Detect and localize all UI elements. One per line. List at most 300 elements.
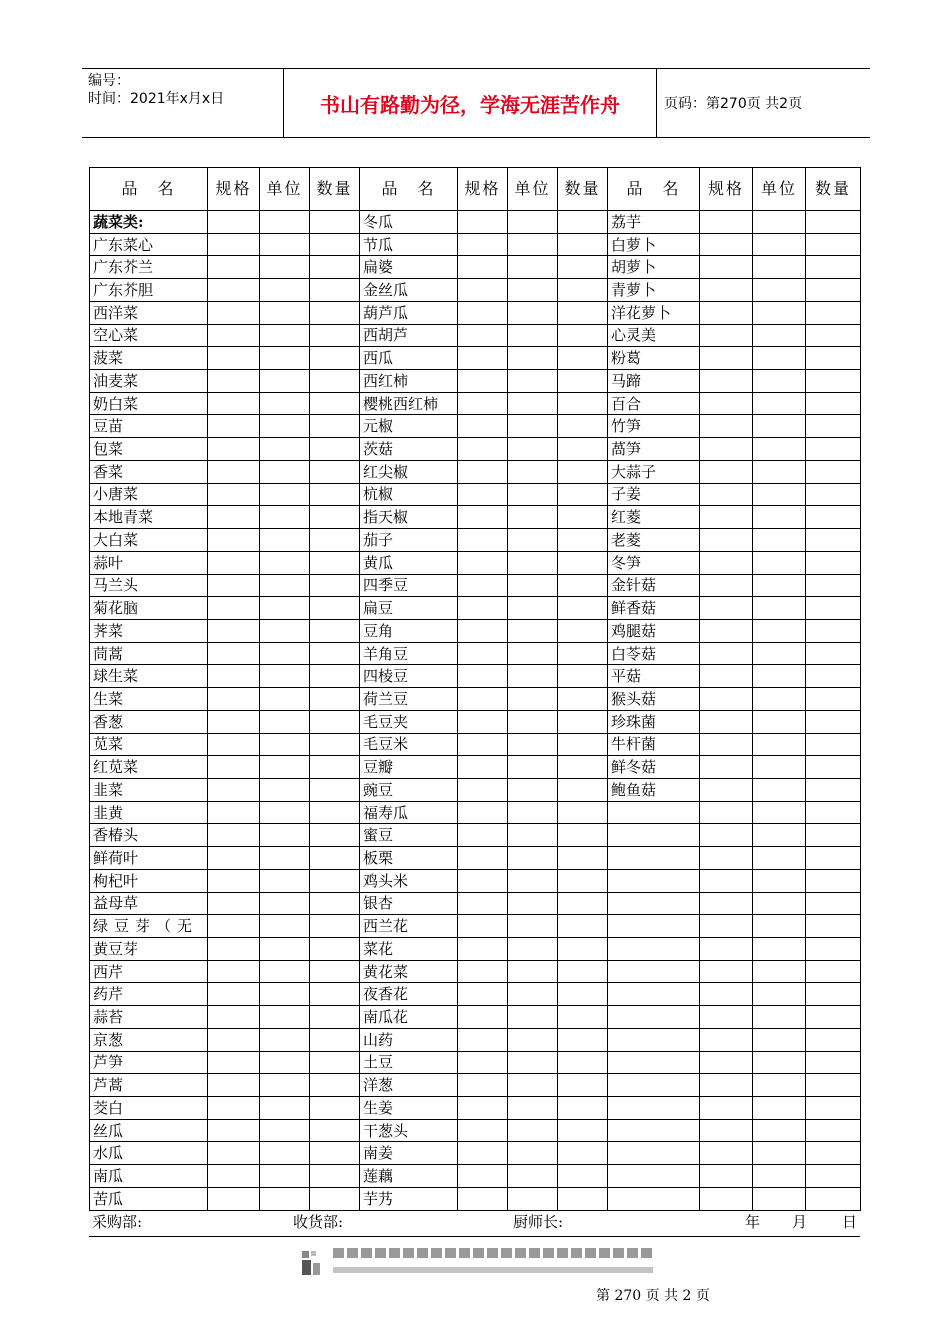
qty-cell[interactable] [310,211,360,234]
qty-cell[interactable] [558,506,608,529]
unit-cell[interactable] [753,733,806,756]
qty-cell[interactable] [310,642,360,665]
spec-cell[interactable] [458,597,508,620]
spec-cell[interactable] [458,551,508,574]
unit-cell[interactable] [260,801,310,824]
qty-cell[interactable] [806,1187,861,1210]
unit-cell[interactable] [753,1187,806,1210]
spec-cell[interactable] [208,438,260,461]
spec-cell[interactable] [700,1028,753,1051]
unit-cell[interactable] [508,1142,558,1165]
qty-cell[interactable] [558,847,608,870]
spec-cell[interactable] [700,460,753,483]
unit-cell[interactable] [508,1074,558,1097]
unit-cell[interactable] [508,233,558,256]
qty-cell[interactable] [806,1006,861,1029]
spec-cell[interactable] [208,597,260,620]
spec-cell[interactable] [700,1119,753,1142]
unit-cell[interactable] [508,460,558,483]
qty-cell[interactable] [558,1119,608,1142]
unit-cell[interactable] [753,1119,806,1142]
unit-cell[interactable] [260,256,310,279]
spec-cell[interactable] [458,938,508,961]
qty-cell[interactable] [310,892,360,915]
spec-cell[interactable] [208,619,260,642]
unit-cell[interactable] [260,983,310,1006]
qty-cell[interactable] [806,892,861,915]
unit-cell[interactable] [260,665,310,688]
spec-cell[interactable] [208,1142,260,1165]
unit-cell[interactable] [260,1006,310,1029]
unit-cell[interactable] [260,483,310,506]
unit-cell[interactable] [753,324,806,347]
spec-cell[interactable] [700,665,753,688]
spec-cell[interactable] [458,801,508,824]
spec-cell[interactable] [208,1074,260,1097]
unit-cell[interactable] [753,370,806,393]
qty-cell[interactable] [806,665,861,688]
spec-cell[interactable] [208,801,260,824]
qty-cell[interactable] [806,370,861,393]
spec-cell[interactable] [458,642,508,665]
qty-cell[interactable] [806,279,861,302]
unit-cell[interactable] [260,915,310,938]
unit-cell[interactable] [508,1006,558,1029]
qty-cell[interactable] [806,801,861,824]
unit-cell[interactable] [260,551,310,574]
qty-cell[interactable] [806,392,861,415]
spec-cell[interactable] [700,1097,753,1120]
spec-cell[interactable] [700,1006,753,1029]
spec-cell[interactable] [458,574,508,597]
spec-cell[interactable] [458,370,508,393]
qty-cell[interactable] [558,324,608,347]
qty-cell[interactable] [310,1119,360,1142]
spec-cell[interactable] [458,415,508,438]
qty-cell[interactable] [558,778,608,801]
unit-cell[interactable] [260,710,310,733]
spec-cell[interactable] [458,847,508,870]
qty-cell[interactable] [806,983,861,1006]
unit-cell[interactable] [508,824,558,847]
unit-cell[interactable] [508,1097,558,1120]
unit-cell[interactable] [753,1097,806,1120]
spec-cell[interactable] [208,1165,260,1188]
qty-cell[interactable] [558,756,608,779]
unit-cell[interactable] [260,960,310,983]
spec-cell[interactable] [458,529,508,552]
unit-cell[interactable] [508,506,558,529]
unit-cell[interactable] [508,370,558,393]
unit-cell[interactable] [508,211,558,234]
unit-cell[interactable] [753,1165,806,1188]
unit-cell[interactable] [753,415,806,438]
qty-cell[interactable] [310,347,360,370]
unit-cell[interactable] [508,892,558,915]
unit-cell[interactable] [753,1006,806,1029]
unit-cell[interactable] [753,938,806,961]
unit-cell[interactable] [508,392,558,415]
qty-cell[interactable] [310,1074,360,1097]
spec-cell[interactable] [700,233,753,256]
spec-cell[interactable] [208,529,260,552]
spec-cell[interactable] [700,597,753,620]
unit-cell[interactable] [260,460,310,483]
qty-cell[interactable] [558,1165,608,1188]
spec-cell[interactable] [458,483,508,506]
qty-cell[interactable] [310,233,360,256]
spec-cell[interactable] [458,733,508,756]
qty-cell[interactable] [310,415,360,438]
qty-cell[interactable] [558,960,608,983]
spec-cell[interactable] [700,256,753,279]
qty-cell[interactable] [558,1006,608,1029]
spec-cell[interactable] [700,801,753,824]
qty-cell[interactable] [558,597,608,620]
spec-cell[interactable] [208,915,260,938]
unit-cell[interactable] [260,574,310,597]
spec-cell[interactable] [700,370,753,393]
unit-cell[interactable] [753,1028,806,1051]
unit-cell[interactable] [508,960,558,983]
qty-cell[interactable] [558,574,608,597]
spec-cell[interactable] [458,256,508,279]
qty-cell[interactable] [558,529,608,552]
spec-cell[interactable] [208,869,260,892]
unit-cell[interactable] [260,1074,310,1097]
qty-cell[interactable] [310,1006,360,1029]
qty-cell[interactable] [558,301,608,324]
unit-cell[interactable] [508,529,558,552]
qty-cell[interactable] [310,688,360,711]
spec-cell[interactable] [700,619,753,642]
unit-cell[interactable] [753,1051,806,1074]
spec-cell[interactable] [208,756,260,779]
spec-cell[interactable] [700,983,753,1006]
spec-cell[interactable] [208,1006,260,1029]
unit-cell[interactable] [508,1187,558,1210]
qty-cell[interactable] [558,710,608,733]
qty-cell[interactable] [806,1028,861,1051]
qty-cell[interactable] [558,233,608,256]
qty-cell[interactable] [310,324,360,347]
qty-cell[interactable] [310,506,360,529]
qty-cell[interactable] [558,370,608,393]
unit-cell[interactable] [260,233,310,256]
qty-cell[interactable] [558,642,608,665]
unit-cell[interactable] [508,756,558,779]
spec-cell[interactable] [458,1142,508,1165]
unit-cell[interactable] [508,869,558,892]
unit-cell[interactable] [753,551,806,574]
unit-cell[interactable] [508,642,558,665]
unit-cell[interactable] [508,688,558,711]
spec-cell[interactable] [700,756,753,779]
qty-cell[interactable] [806,915,861,938]
spec-cell[interactable] [208,415,260,438]
qty-cell[interactable] [558,619,608,642]
unit-cell[interactable] [260,347,310,370]
spec-cell[interactable] [208,847,260,870]
spec-cell[interactable] [208,211,260,234]
qty-cell[interactable] [310,1187,360,1210]
spec-cell[interactable] [458,506,508,529]
qty-cell[interactable] [806,824,861,847]
spec-cell[interactable] [208,733,260,756]
spec-cell[interactable] [700,1187,753,1210]
spec-cell[interactable] [458,1187,508,1210]
qty-cell[interactable] [310,551,360,574]
unit-cell[interactable] [508,665,558,688]
qty-cell[interactable] [310,1028,360,1051]
unit-cell[interactable] [753,1142,806,1165]
qty-cell[interactable] [806,574,861,597]
unit-cell[interactable] [753,483,806,506]
qty-cell[interactable] [310,370,360,393]
qty-cell[interactable] [806,529,861,552]
qty-cell[interactable] [806,301,861,324]
qty-cell[interactable] [310,869,360,892]
unit-cell[interactable] [753,892,806,915]
qty-cell[interactable] [806,1074,861,1097]
spec-cell[interactable] [458,688,508,711]
qty-cell[interactable] [310,778,360,801]
unit-cell[interactable] [260,938,310,961]
spec-cell[interactable] [208,483,260,506]
unit-cell[interactable] [753,256,806,279]
unit-cell[interactable] [753,347,806,370]
unit-cell[interactable] [753,1074,806,1097]
qty-cell[interactable] [806,551,861,574]
unit-cell[interactable] [508,324,558,347]
qty-cell[interactable] [558,551,608,574]
qty-cell[interactable] [310,824,360,847]
spec-cell[interactable] [208,1051,260,1074]
spec-cell[interactable] [458,1006,508,1029]
spec-cell[interactable] [458,960,508,983]
spec-cell[interactable] [700,301,753,324]
unit-cell[interactable] [260,733,310,756]
spec-cell[interactable] [458,324,508,347]
unit-cell[interactable] [753,688,806,711]
spec-cell[interactable] [458,392,508,415]
spec-cell[interactable] [700,1142,753,1165]
spec-cell[interactable] [700,1074,753,1097]
unit-cell[interactable] [260,1187,310,1210]
spec-cell[interactable] [458,233,508,256]
unit-cell[interactable] [260,301,310,324]
unit-cell[interactable] [508,1119,558,1142]
unit-cell[interactable] [260,869,310,892]
spec-cell[interactable] [700,847,753,870]
spec-cell[interactable] [208,347,260,370]
unit-cell[interactable] [753,642,806,665]
qty-cell[interactable] [558,460,608,483]
qty-cell[interactable] [310,529,360,552]
spec-cell[interactable] [458,460,508,483]
qty-cell[interactable] [806,619,861,642]
qty-cell[interactable] [806,233,861,256]
unit-cell[interactable] [260,324,310,347]
qty-cell[interactable] [558,938,608,961]
qty-cell[interactable] [806,960,861,983]
spec-cell[interactable] [208,301,260,324]
spec-cell[interactable] [208,983,260,1006]
spec-cell[interactable] [208,688,260,711]
spec-cell[interactable] [208,392,260,415]
qty-cell[interactable] [806,347,861,370]
qty-cell[interactable] [806,324,861,347]
qty-cell[interactable] [806,847,861,870]
unit-cell[interactable] [508,597,558,620]
unit-cell[interactable] [260,619,310,642]
qty-cell[interactable] [558,256,608,279]
unit-cell[interactable] [260,415,310,438]
qty-cell[interactable] [310,597,360,620]
unit-cell[interactable] [260,688,310,711]
qty-cell[interactable] [558,1142,608,1165]
unit-cell[interactable] [260,1097,310,1120]
qty-cell[interactable] [806,642,861,665]
qty-cell[interactable] [310,938,360,961]
unit-cell[interactable] [260,824,310,847]
qty-cell[interactable] [806,460,861,483]
unit-cell[interactable] [508,915,558,938]
spec-cell[interactable] [458,1119,508,1142]
unit-cell[interactable] [508,1051,558,1074]
spec-cell[interactable] [700,392,753,415]
spec-cell[interactable] [700,915,753,938]
unit-cell[interactable] [260,892,310,915]
qty-cell[interactable] [806,710,861,733]
qty-cell[interactable] [310,279,360,302]
unit-cell[interactable] [508,551,558,574]
qty-cell[interactable] [806,756,861,779]
qty-cell[interactable] [558,688,608,711]
qty-cell[interactable] [558,415,608,438]
spec-cell[interactable] [208,710,260,733]
qty-cell[interactable] [558,915,608,938]
qty-cell[interactable] [310,1165,360,1188]
unit-cell[interactable] [753,960,806,983]
spec-cell[interactable] [700,574,753,597]
qty-cell[interactable] [310,915,360,938]
spec-cell[interactable] [700,438,753,461]
qty-cell[interactable] [806,415,861,438]
qty-cell[interactable] [310,438,360,461]
unit-cell[interactable] [260,392,310,415]
spec-cell[interactable] [208,233,260,256]
unit-cell[interactable] [753,506,806,529]
unit-cell[interactable] [753,211,806,234]
spec-cell[interactable] [208,824,260,847]
unit-cell[interactable] [753,619,806,642]
qty-cell[interactable] [558,1097,608,1120]
spec-cell[interactable] [700,1165,753,1188]
unit-cell[interactable] [508,1028,558,1051]
spec-cell[interactable] [208,506,260,529]
qty-cell[interactable] [310,983,360,1006]
spec-cell[interactable] [458,915,508,938]
unit-cell[interactable] [508,983,558,1006]
unit-cell[interactable] [260,847,310,870]
spec-cell[interactable] [458,1074,508,1097]
qty-cell[interactable] [310,665,360,688]
unit-cell[interactable] [508,801,558,824]
unit-cell[interactable] [753,824,806,847]
unit-cell[interactable] [753,233,806,256]
unit-cell[interactable] [508,279,558,302]
spec-cell[interactable] [458,665,508,688]
qty-cell[interactable] [558,279,608,302]
spec-cell[interactable] [700,279,753,302]
spec-cell[interactable] [458,1028,508,1051]
unit-cell[interactable] [260,756,310,779]
unit-cell[interactable] [508,710,558,733]
unit-cell[interactable] [260,279,310,302]
spec-cell[interactable] [700,551,753,574]
spec-cell[interactable] [700,506,753,529]
unit-cell[interactable] [508,847,558,870]
unit-cell[interactable] [508,619,558,642]
unit-cell[interactable] [260,438,310,461]
qty-cell[interactable] [310,392,360,415]
unit-cell[interactable] [260,529,310,552]
qty-cell[interactable] [558,1187,608,1210]
spec-cell[interactable] [208,778,260,801]
unit-cell[interactable] [753,597,806,620]
spec-cell[interactable] [208,256,260,279]
spec-cell[interactable] [700,710,753,733]
qty-cell[interactable] [310,1097,360,1120]
qty-cell[interactable] [806,438,861,461]
spec-cell[interactable] [700,960,753,983]
spec-cell[interactable] [208,551,260,574]
spec-cell[interactable] [700,733,753,756]
spec-cell[interactable] [458,301,508,324]
qty-cell[interactable] [558,1028,608,1051]
qty-cell[interactable] [310,733,360,756]
qty-cell[interactable] [310,960,360,983]
spec-cell[interactable] [208,960,260,983]
spec-cell[interactable] [208,1097,260,1120]
unit-cell[interactable] [753,438,806,461]
qty-cell[interactable] [558,983,608,1006]
qty-cell[interactable] [806,1142,861,1165]
qty-cell[interactable] [558,347,608,370]
spec-cell[interactable] [700,642,753,665]
spec-cell[interactable] [700,892,753,915]
qty-cell[interactable] [806,1165,861,1188]
unit-cell[interactable] [508,415,558,438]
qty-cell[interactable] [806,778,861,801]
qty-cell[interactable] [806,938,861,961]
spec-cell[interactable] [700,347,753,370]
spec-cell[interactable] [458,778,508,801]
unit-cell[interactable] [260,597,310,620]
unit-cell[interactable] [753,756,806,779]
qty-cell[interactable] [558,1074,608,1097]
qty-cell[interactable] [310,710,360,733]
spec-cell[interactable] [458,619,508,642]
qty-cell[interactable] [806,483,861,506]
spec-cell[interactable] [700,415,753,438]
spec-cell[interactable] [458,347,508,370]
unit-cell[interactable] [260,1142,310,1165]
unit-cell[interactable] [753,778,806,801]
unit-cell[interactable] [260,642,310,665]
spec-cell[interactable] [208,1119,260,1142]
